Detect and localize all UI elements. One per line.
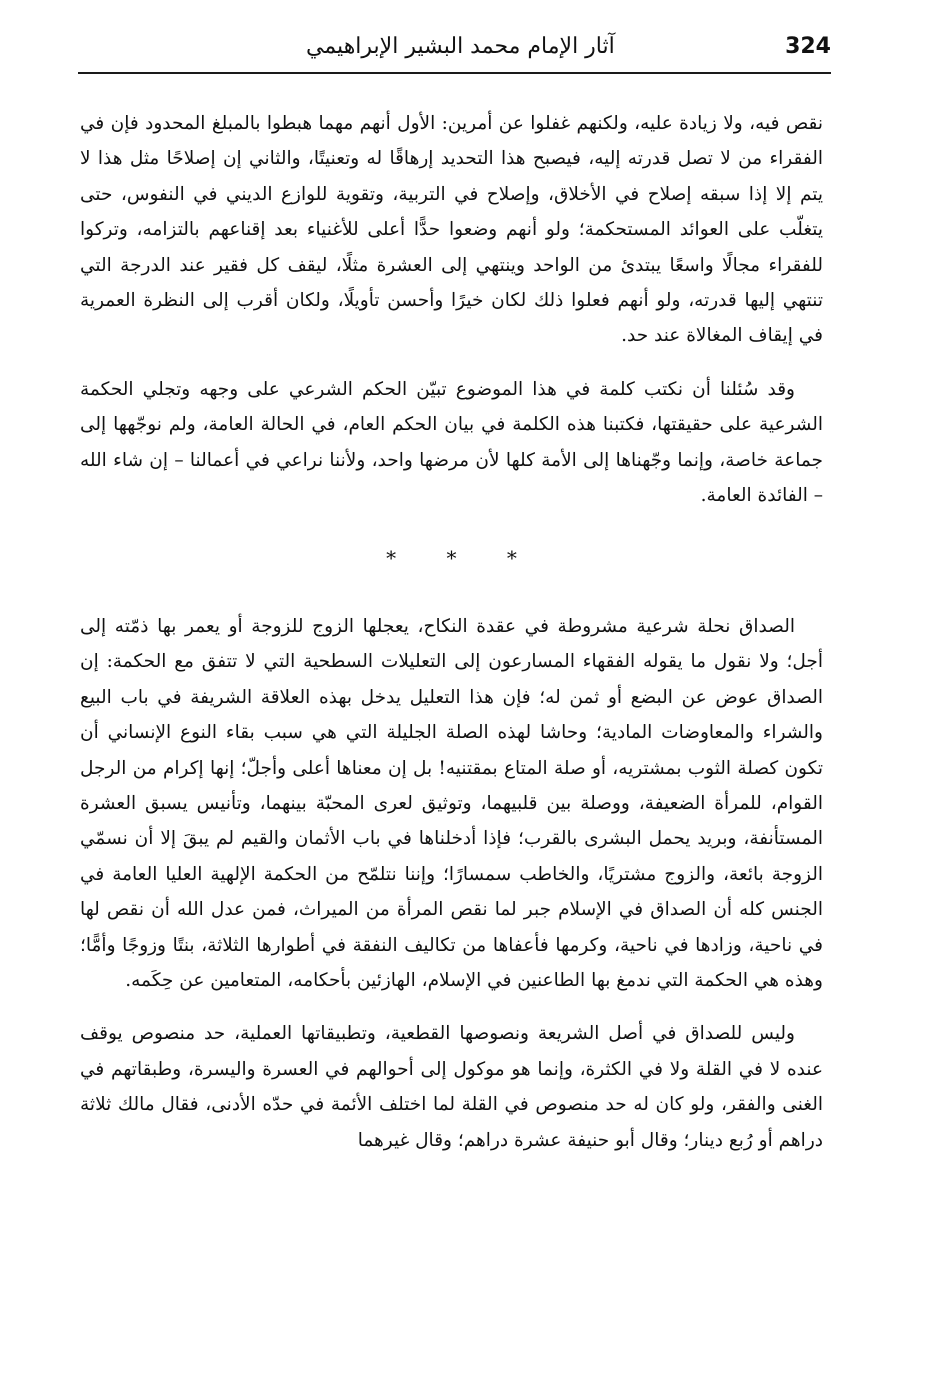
page-number: 324	[785, 34, 831, 59]
main-text	[80, 106, 823, 1158]
paragraph-2: وقد سُئلنا أن نكتب كلمة في هذا الموضوع تبيّن الحكم الشرعي على وجهه وتجلي الحكمة الشرعية على حقيقتها، فكتبنا هذه الكلمة في بيان الحكم العام، في الحالة العامة، ولم نوجّهها إلى جماعة خاصة، وإنما وجّهناها إلى الأمة كلها لأن مرضها واحد، ولأننا نراعي في أعمالنا – إن شاء الله – الفائدة العامة.	[80, 378, 823, 507]
paragraph-3: الصداق نحلة شرعية مشروطة في عقدة النكاح، يعجلها الزوج للزوجة أو يعمر بها ذمّته إلى أجل؛ ولا نقول ما يقوله الفقهاء المسارعون إلى التعليلات السطحية التي لا تتفق مع الحكمة: إن الصداق عوض عن البضع أو ثمن له؛ فإن هذا التعليل يدخل بهذه العلاقة الشريفة في باب البيع والشراء والمعاوضات المادية؛ وحاشا لهذه الصلة الجليلة التي هي سبب بقاء النوع الإنساني أن تكون كصلة الثوب بمشتريه، أو صلة المتاع بمقتنيه! بل إن معناها أعلى وأجلّ؛ إنها إكرام من الرجل القوام، للمرأة الضعيفة، ووصلة بين قلبيهما، وتوثيق لعرى المحبّة بينهما، وتأنيس يسبق العشرة المستأنفة، وبريد يحمل البشرى بالقرب؛ فإذا أدخلناها في باب الأثمان والقيم لم يبقَ إلا أن نسمّي الزوجة بائعة، والزوج مشتريًا، والخاطب سمسارًا؛ وإننا نتلمّح من الحكمة الإلهية العليا العامة في الجنس كله أن الصداق في الإسلام جبر لما نقص المرأة من الميراث، فمن عدل الله أن نقص لها في ناحية، وزادها في ناحية، وكرمها فأعفاها من تكاليف النفقة في أطوارها الثلاثة، بنتًا وزوجًا وأمًّا؛ وهذه هي الحكمة التي ندمغ بها الطاعنين في الإسلام، الهازئين بأحكامه، المتعامين عن حِكَمه.	[80, 615, 823, 991]
paragraph-1: نقص فيه، ولا زيادة عليه، ولكنهم غفلوا عن أمرين: الأول أنهم مهما هبطوا بالمبلغ المحدود فإن في الفقراء من لا تصل قدرته إليه، فيصبح هذا التحديد إرهاقًا له وتعنيتًا، والثاني إن إصلاحًا مثل هذا لا يتم إلا إذا سبقه إصلاح في الأخلاق، وإصلاح في التربية، وتقوية للوازع الديني في النفوس، حتى يتغلّب على العوائد المستحكمة؛ ولو أنهم وضعوا حدًّا أعلى للأغنياء بعد إقناعهم بالتزامه، وتركوا للفقراء مجالًا واسعًا يبتدئ من الواحد وينتهي إلى العشرة مثلًا، ليقف كل فقير عند الدرجة التي تنتهي إليها قدرته، ولو أنهم فعلوا ذلك لكان خيرًا وأحسن تأويلًا، ولكان أقرب إلى النظرة العمرية في إيقاف المغالاة عند حد.	[80, 113, 823, 347]
running-title: آثار الإمام محمد البشير الإبراهيمي	[306, 34, 615, 59]
header-rule	[78, 72, 831, 74]
section-separator: * * *	[386, 546, 539, 571]
paragraph-4: وليس للصداق في أصل الشريعة ونصوصها القطعية، وتطبيقاتها العملية، حد منصوص يوقف عنده لا في القلة ولا في الكثرة، وإنما هو موكول إلى أحوالهم في العسرة واليسرة، وطبقاتهم في الغنى والفقر، ولو كان له حد منصوص في القلة لما اختلف الأئمة في حدّه الأدنى، فقال مالك ثلاثة دراهم أو رُبع دينار؛ وقال أبو حنيفة عشرة دراهم؛ وقال غيرهما	[80, 1023, 823, 1151]
page-header	[78, 30, 831, 70]
